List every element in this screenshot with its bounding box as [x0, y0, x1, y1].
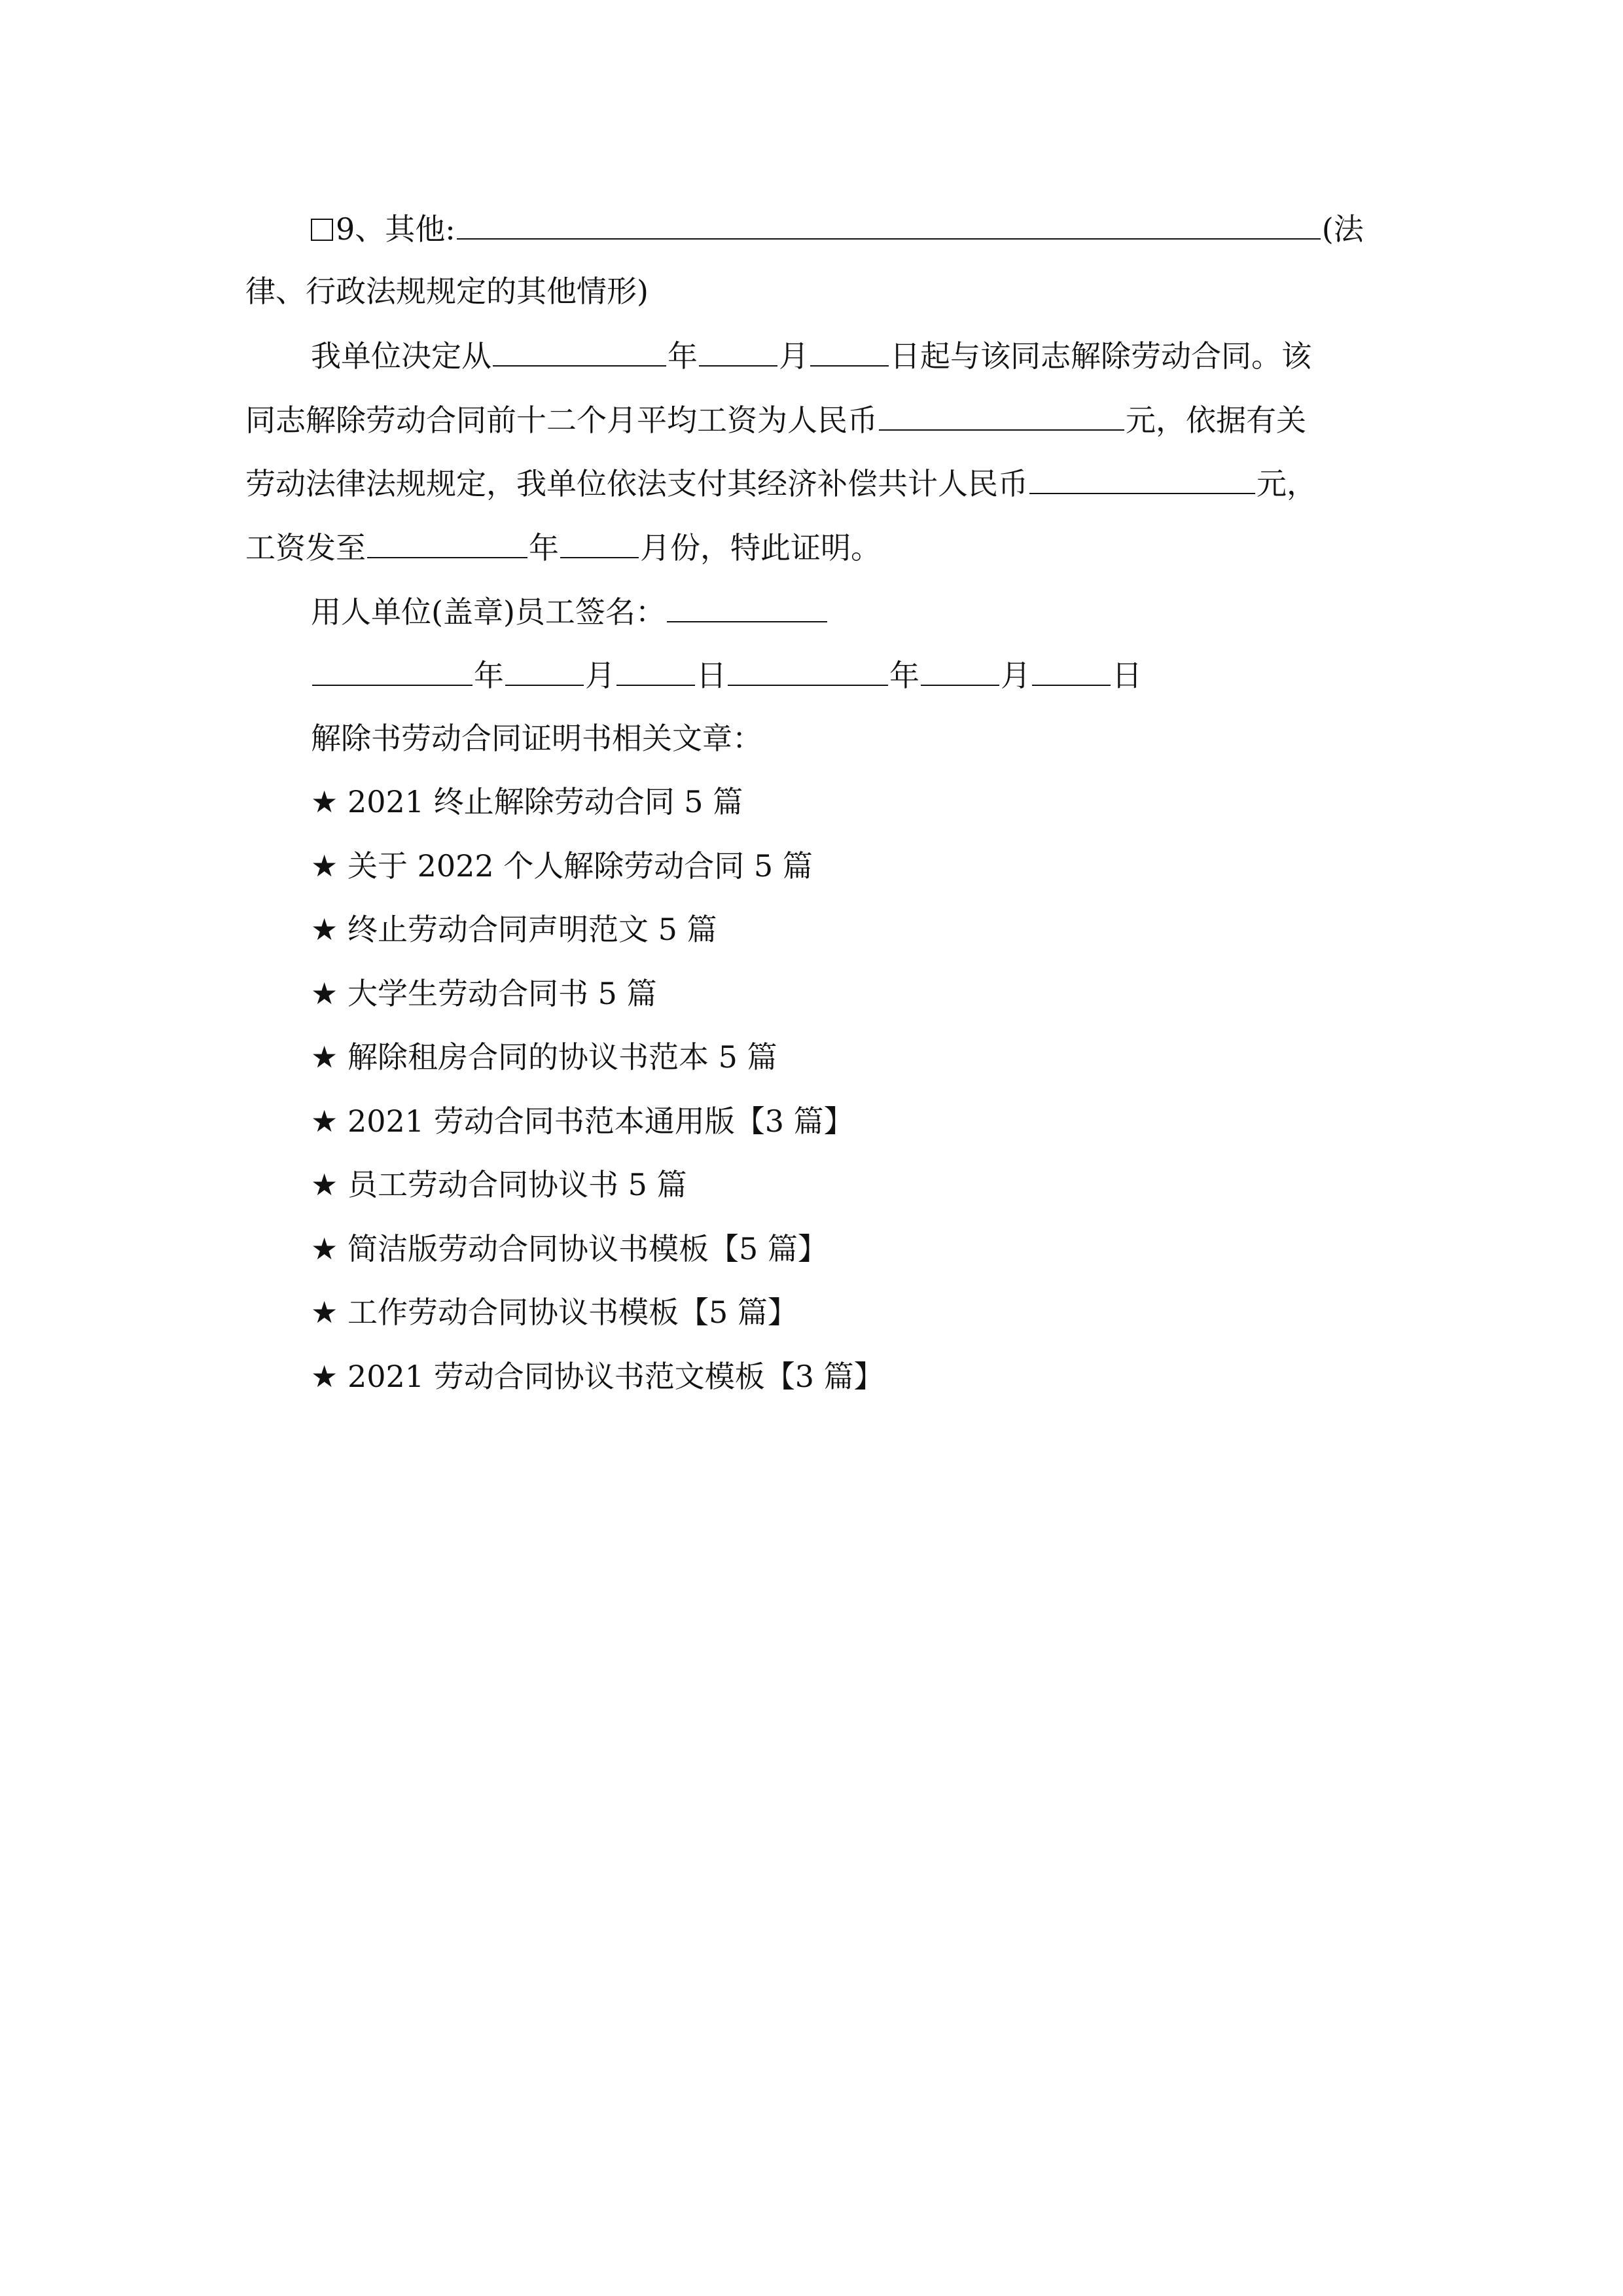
employee-date-year-blank[interactable]: [728, 655, 888, 686]
related-article-title[interactable]: 简洁版劳动合同协议书模板【5 篇】: [348, 1231, 828, 1266]
star-icon: ★: [311, 1167, 338, 1202]
signature-date-line: [311, 655, 1142, 695]
compensation-amount-blank[interactable]: [1029, 463, 1255, 494]
related-article-title[interactable]: 2021 劳动合同协议书范文模板【3 篇】: [348, 1359, 884, 1394]
year-label: 年: [474, 658, 504, 693]
related-article-link[interactable]: [311, 1165, 687, 1204]
star-icon: ★: [311, 1295, 338, 1330]
decision-line-4-end: 月份，特此证明。: [640, 530, 881, 565]
termination-month-blank[interactable]: [699, 335, 777, 367]
related-article-title[interactable]: 关于 2022 个人解除劳动合同 5 篇: [348, 848, 813, 884]
checkbox-icon[interactable]: [311, 219, 333, 241]
other-clause-suffix: (法: [1321, 211, 1364, 247]
average-wage-blank[interactable]: [879, 399, 1124, 431]
decision-line-3-prefix: 劳动法律法规规定，我单位依法支付其经济补偿共计人民币: [245, 466, 1028, 501]
employer-date-day-blank[interactable]: [616, 655, 695, 686]
year-label: 年: [529, 530, 559, 565]
star-icon: ★: [311, 1103, 338, 1139]
related-article-link[interactable]: [311, 846, 813, 886]
related-article-link[interactable]: [311, 1229, 828, 1268]
employer-date-month-blank[interactable]: [505, 655, 584, 686]
related-article-title[interactable]: 2021 劳动合同书范本通用版【3 篇】: [348, 1103, 854, 1139]
star-icon: ★: [311, 1359, 338, 1394]
decision-line-1-prefix: 我单位决定从: [311, 338, 491, 374]
day-label: 日: [696, 658, 726, 693]
decision-line-4: [245, 527, 881, 567]
year-label: 年: [889, 658, 919, 693]
decision-line-2: [245, 399, 1306, 440]
employee-signature-blank[interactable]: [667, 591, 827, 622]
month-label: 月: [1001, 658, 1031, 693]
related-article-title[interactable]: 2021 终止解除劳动合同 5 篇: [348, 784, 743, 819]
decision-line-2-prefix: 同志解除劳动合同前十二个月平均工资为人民币: [245, 403, 878, 438]
signature-label: 用人单位(盖章)员工签名：: [311, 594, 666, 630]
employer-date-year-blank[interactable]: [312, 655, 473, 686]
decision-line-1-end: 日起与该同志解除劳动合同。该: [890, 338, 1311, 374]
related-article-link[interactable]: [311, 782, 743, 821]
decision-line-3-end: 元，: [1257, 466, 1317, 501]
star-icon: ★: [311, 784, 338, 819]
related-article-link[interactable]: [311, 1293, 798, 1332]
star-icon: ★: [311, 1039, 338, 1075]
star-icon: ★: [311, 848, 338, 884]
signature-line: [311, 591, 829, 632]
wage-year-blank[interactable]: [367, 527, 527, 558]
day-label: 日: [1112, 658, 1142, 693]
month-label: 月: [585, 658, 615, 693]
other-clause-line: [311, 208, 1364, 249]
decision-line-1: [311, 335, 1311, 376]
related-article-title[interactable]: 终止劳动合同声明范文 5 篇: [348, 912, 717, 947]
related-article-link[interactable]: [311, 910, 717, 949]
star-icon: ★: [311, 1231, 338, 1266]
other-clause-continuation: 律、行政法规规定的其他情形): [245, 274, 649, 309]
related-article-link[interactable]: [311, 974, 657, 1013]
related-article-title[interactable]: 工作劳动合同协议书模板【5 篇】: [348, 1295, 798, 1330]
star-icon: ★: [311, 912, 338, 947]
related-article-link[interactable]: [311, 1102, 854, 1141]
related-article-title[interactable]: 解除租房合同的协议书范本 5 篇: [348, 1039, 777, 1075]
decision-line-4-prefix: 工资发至: [245, 530, 366, 565]
related-article-link[interactable]: [311, 1037, 777, 1077]
year-label: 年: [668, 338, 698, 374]
other-clause-label: 9、其他:: [336, 211, 455, 247]
wage-month-blank[interactable]: [560, 527, 639, 558]
decision-line-2-end: 元，依据有关: [1126, 403, 1306, 438]
decision-line-3: [245, 463, 1317, 503]
related-article-title[interactable]: 大学生劳动合同书 5 篇: [348, 976, 657, 1011]
other-clause-blank[interactable]: [457, 208, 1321, 240]
termination-day-blank[interactable]: [810, 335, 889, 367]
employee-date-day-blank[interactable]: [1032, 655, 1111, 686]
star-icon: ★: [311, 976, 338, 1011]
month-label: 月: [779, 338, 809, 374]
termination-year-blank[interactable]: [493, 335, 666, 367]
related-heading: 解除书劳动合同证明书相关文章：: [311, 721, 762, 756]
related-article-title[interactable]: 员工劳动合同协议书 5 篇: [348, 1167, 687, 1202]
related-article-link[interactable]: [311, 1357, 884, 1396]
employee-date-month-blank[interactable]: [921, 655, 999, 686]
